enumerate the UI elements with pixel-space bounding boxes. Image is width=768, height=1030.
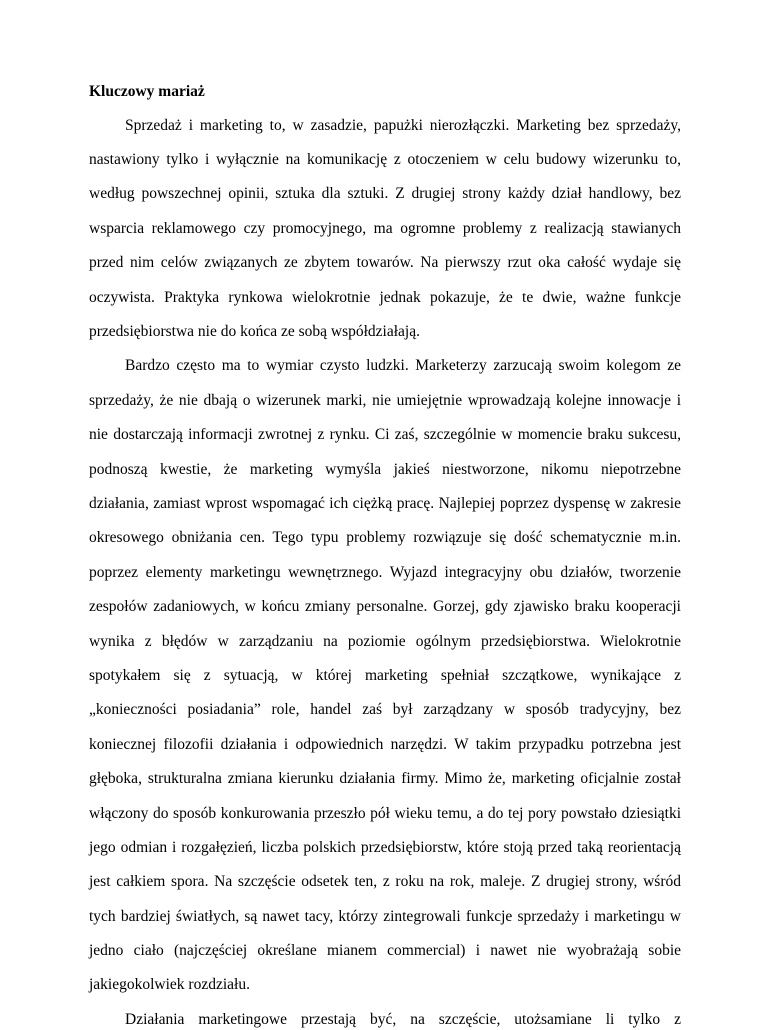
text-line: nie dostarczają informacji zwrotnej z rynku. Ci zaś, szczególnie w momencie braku sukcesu, <box>89 426 681 443</box>
text-line: jedno ciało (najczęściej określane mianem commercial) i nawet nie wyobrażają sobie <box>89 942 681 959</box>
text-line: okresowego obniżania cen. Tego typu problemy rozwiązuje się dość schematycznie m.in. <box>89 529 681 546</box>
text-line: według powszechnej opinii, sztuka dla sztuki. Z drugiej strony każdy dział handlowy, bez <box>89 185 681 202</box>
text-line: Działania marketingowe przestają być, na szczęście, utożsamiane li tylko z <box>125 1011 681 1028</box>
text-line: włączony do sposób konkurowania przeszło pół wieku temu, a do tej pory powstało dziesiątki <box>89 805 681 822</box>
text-line: poprzez elementy marketingu wewnętrznego. Wyjazd integracyjny obu działów, tworzenie <box>89 564 681 581</box>
text-line: przed nim celów związanych ze zbytem towarów. Na pierwszy rzut oka całość wydaje się <box>89 254 681 271</box>
text-line: podnoszą kwestie, że marketing wymyśla jakieś niestworzone, nikomu niepotrzebne <box>89 461 681 478</box>
text-line: nastawiony tylko i wyłącznie na komunikację z otoczeniem w celu budowy wizerunku to, <box>89 151 681 168</box>
text-line: sprzedaży, że nie dbają o wizerunek marki, nie umiejętnie wprowadzają kolejne innowacje i <box>89 392 681 409</box>
text-line: jakiegokolwiek rozdziału. <box>89 976 250 993</box>
text-line: tych bardziej światłych, są nawet tacy, którzy zintegrowali funkcje sprzedaży i marketingu w <box>89 908 681 925</box>
text-line: jest całkiem spora. Na szczęście odsetek ten, z roku na rok, maleje. Z drugiej strony, wśród <box>89 873 681 890</box>
text-line: oczywista. Praktyka rynkowa wielokrotnie jednak pokazuje, że te dwie, ważne funkcje <box>89 289 681 306</box>
text-line: Sprzedaż i marketing to, w zasadzie, papużki nierozłączki. Marketing bez sprzedaży, <box>125 117 681 134</box>
text-line: zespołów zadaniowych, w końcu zmiany personalne. Gorzej, gdy zjawisko braku kooperacji <box>89 598 681 615</box>
text-line: „konieczności posiadania” role, handel zaś był zarządzany w sposób tradycyjny, bez <box>89 701 681 718</box>
text-line: Bardzo często ma to wymiar czysto ludzki. Marketerzy zarzucają swoim kolegom ze <box>125 357 681 374</box>
text-line: przedsiębiorstwa nie do końca ze sobą współdziałają. <box>89 323 420 340</box>
document-heading: Kluczowy mariaż <box>89 83 205 100</box>
text-line: spotykałem się z sytuacją, w której marketing spełniał szczątkowe, wynikające z <box>89 667 681 684</box>
text-line: wynika z błędów w zarządzaniu na poziomie ogólnym przedsiębiorstwa. Wielokrotnie <box>89 633 681 650</box>
text-line: wsparcia reklamowego czy promocyjnego, ma ogromne problemy z realizacją stawianych <box>89 220 681 237</box>
text-line: działania, zamiast wprost wspomagać ich ciężką pracę. Najlepiej poprzez dyspensę w zakresie <box>89 495 681 512</box>
text-line: głęboka, strukturalna zmiana kierunku działania firmy. Mimo że, marketing oficjalnie został <box>89 770 681 787</box>
text-line: koniecznej filozofii działania i odpowiednich narzędzi. W takim przypadku potrzebna jest <box>89 736 681 753</box>
text-line: jego odmian i rozgałęzień, liczba polskich przedsiębiorstw, które stoją przed taką reorientacją <box>89 839 681 856</box>
